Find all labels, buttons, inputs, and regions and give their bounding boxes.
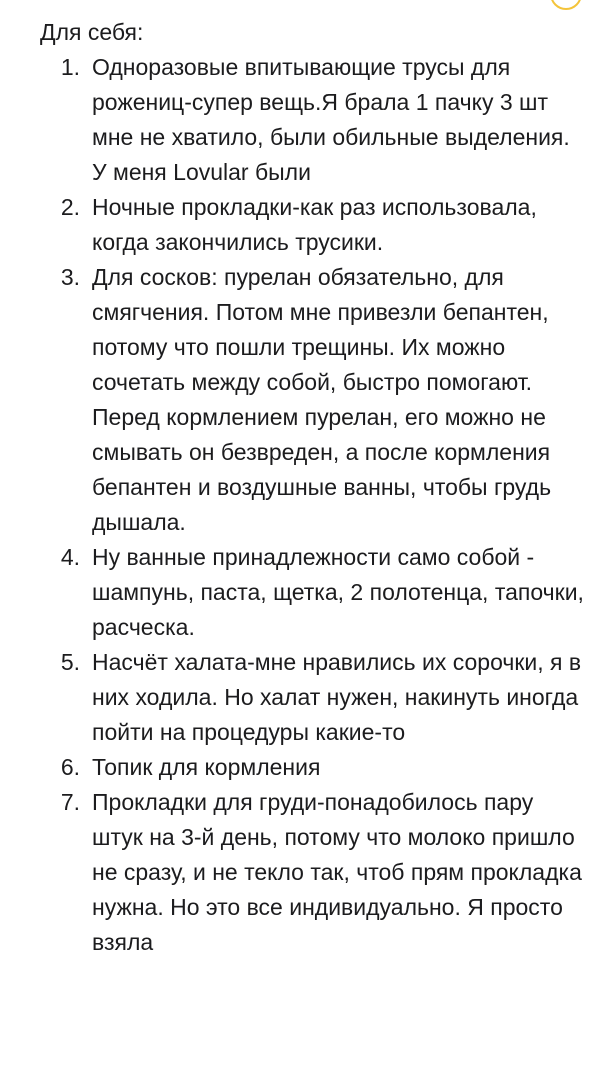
list-item-text: Одноразовые впитывающие трусы для рожениц-супер вещь.Я брала 1 пачку 3 шт мне не хватило, были обильные выделения. У меня Lovular были — [92, 54, 570, 185]
list-item-number: 1. — [60, 54, 80, 80]
list-item-number: 7. — [60, 789, 80, 815]
list-item — [40, 645, 585, 750]
list-item-number: 4. — [60, 544, 80, 570]
list-item-text: Ночные прокладки-как раз использовала, когда закончились трусики. — [92, 194, 537, 255]
list-item-text: Прокладки для груди-понадобилось пару штук на 3-й день, потому что молоко пришло не сразу, и не текло так, чтоб прям прокладка нужна. Но это все индивидуально. Я просто взяла — [92, 789, 582, 955]
list-item-number: 3. — [60, 264, 80, 290]
list-item-text: Топик для кормления — [92, 754, 321, 780]
list-item-number: 5. — [60, 649, 80, 675]
list-item-number: 2. — [60, 194, 80, 220]
list-item — [40, 750, 585, 785]
list-item-text: Насчёт халата-мне нравились их сорочки, я в них ходила. Но халат нужен, накинуть иногда пойти на процедуры какие-то — [92, 649, 582, 745]
list-item — [40, 260, 585, 540]
list-item-text: Ну ванные принадлежности само собой - шампунь, паста, щетка, 2 полотенца, тапочки, расческа. — [92, 544, 584, 640]
list-item — [40, 50, 585, 190]
list-item — [40, 190, 585, 260]
status-indicator-circle — [550, 0, 582, 10]
list-item — [40, 785, 585, 960]
note-body — [40, 15, 585, 960]
note-heading: Для себя: — [40, 19, 144, 45]
numbered-list — [40, 50, 585, 960]
list-item-text: Для сосков: пурелан обязательно, для смягчения. Потом мне привезли бепантен, потому что пошли трещины. Их можно сочетать между собой, быстро помогают. Перед кормлением пурелан, его можно не смывать он безвреден, а после кормления бепантен и воздушные ванны, чтобы грудь дышала. — [92, 264, 552, 535]
list-item-number: 6. — [60, 754, 80, 780]
list-item — [40, 540, 585, 645]
